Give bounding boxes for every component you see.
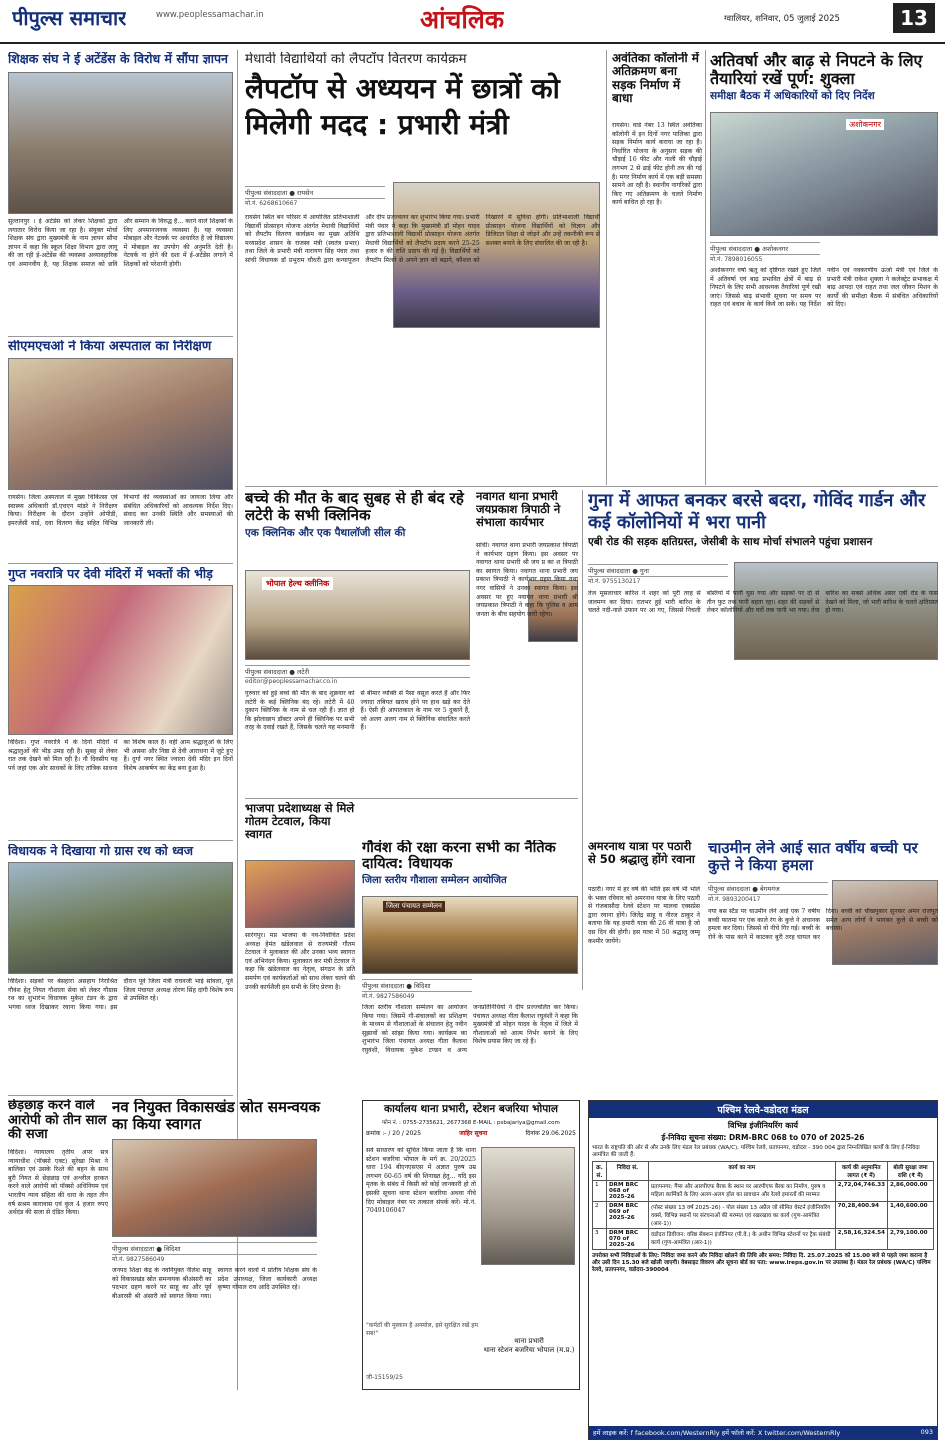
tender-dept: विभिन्न इंजीनियरिंग कार्य xyxy=(727,1121,799,1130)
article-clinic xyxy=(245,490,470,795)
gauvansh-photo xyxy=(362,896,578,974)
venue-sign: अशोकनगर xyxy=(846,119,884,130)
article-dog xyxy=(708,840,938,1092)
byline: पीपुल्स संवाददाता ● विदिशा xyxy=(112,1242,317,1255)
subhead: समीक्षा बैठक में अधिकारियों को दिए निर्देश xyxy=(710,89,875,102)
byline: पीपुल्स संवाददाता ● अशोकनगर xyxy=(710,242,820,255)
body: रायसेन स्थित बन परिसर में आयोजित प्रतिभाशाली विद्यार्थी प्रोत्साहन योजना अंतर्गत मेधावी विद्यार्थियों को लैपटॉप वितरण कार्यक्रम का मुख्य अतिथि मध्यप्रदेश शासन के राजस्व मंत्री (स्वतंत्र प्रभार) तथा जिले के प्रभारी मंत्री नारायण सिंह पंवार तथा सांची विधायक डॉ प्रभुराम चौधरी द्वारा कन्यापूजन और दीप प्रज्ज्वलन कर शुभारंभ किया गया। प्रभारी मंत्री पंवार ने कहा कि मुख्यमंत्री डॉ मोहन यादव द्वारा प्रतिभाशाली विद्यार्थी प्रोत्साहन योजना अंतर्गत मेधावी विद्यार्थियों को लैपटॉप प्रदाय करने 25-25 हजार रु की राशि प्रदाय की गई है। विद्यार्थियों को लैपटॉप मिलने से अपने ज्ञान को बढ़ाने, कौशल को निखारने में सुविधा होगी। प्रतिभाशाली विद्यार्थी प्रोत्साहन योजना विद्यार्थियों को विज्ञान और डिजिटल शिक्षा से जोड़ने और उन्हें तकनीकी रूप से सशक्त बनाने के लिए संचालित की जा रही है। xyxy=(245,214,600,264)
row-emd: 2,79,100.00 xyxy=(888,1229,934,1250)
byline: पीपुल्स संवाददाता ● रायसेन xyxy=(245,186,385,199)
body: जिला स्तरीय गौशाला सम्मेलन का आयोजन किया गया। जिसमें गौ-संचालकों का प्रशिक्षण के माध्यम से गौशालाओं के संचालन हेतु नवीन सुझावों को सांझा किया गया। कार्यक्रम का शुभारंभ जिला पंचायत अध्यक्ष गीता कैलाश रघुवंशी, विधायक मुकेश टण्डन व अन्य जनप्रतिनिधियों ने दीप प्रज्ज्वलित कर किया। पंचायत अध्यक्ष गीता कैलाश रघुवंशी ने कहा कि मुख्यमंत्री डॉ मोहन यादव के नेतृत्व में जिले में गौशालाओं को आत्म निर्भर बनाने के लिए विशेष प्रयास किए जा रहे हैं। xyxy=(362,1004,578,1054)
article-gauvansh xyxy=(362,840,578,1092)
deceased-photo xyxy=(481,1147,575,1265)
tender-code: 093 xyxy=(920,1428,933,1436)
body: विदिशा। सड़कों पर बेसहारा असहाय निराश्रित गौवंश हेतु नियत गौशाला सेवा को लेकर गौग्रास रथ का शुभारंभ विधायक मुकेश टंडन के द्वारा भगवा ध्वज दिखाकर रवाना किया गया। इस दौरान पूर्व जिला मंत्री राघवजी भाई सांवला, पूर्व जिला पंचायत अध्यक्ष तोरण सिंह दांगी विशेष रूप से उपस्थित रहे। xyxy=(8,978,233,1011)
article-bnvika xyxy=(112,1099,322,1389)
tender-header-row xyxy=(593,1162,934,1181)
ad-phone: फोन नं. : 0755-2735621, 2677368 E-MAIL : psbajariya@gmail.com xyxy=(382,1119,560,1126)
dateline: ग्वालियर, शनिवार, 05 जुलाई 2025 xyxy=(724,14,840,24)
kicker: मेधावी विद्यार्थियों को लैपटॉप वितरण कार्यक्रम xyxy=(245,52,467,67)
headline[interactable]: गौवंश की रक्षा करना सभी का नैतिक दायित्व: विधायक xyxy=(362,840,556,873)
article-amarnath xyxy=(588,840,700,1092)
article-laptop xyxy=(245,52,600,482)
article-encroach xyxy=(612,52,702,482)
ad-bhopal-station xyxy=(362,1100,580,1390)
body: नया बस स्टैंड पर चाउमीन लेने आई एक 7 वर्षीय बच्ची फातमा पर एक काले रंग के कुत्ते ने अचानक हमला कर दिया। जिससे वो नीचे गिर गई। बच्ची के रोने के पास काने में काटकर बुरी तरह घायल कर दिया। बच्ची को चीखपुकार सुनकर अमन राजपूत समेत अन्य लोगों ने भागकर कुत्ते से बच्ची को बचाया। xyxy=(708,908,938,941)
tender-railway: पश्चिम रेलवे-वडोदरा मंडल xyxy=(589,1101,937,1118)
headline[interactable]: भाजपा प्रदेशाध्यक्ष से मिले गोतम टेटवाल, किया स्वागत xyxy=(245,802,355,841)
col-emd: बोली सुरक्षा जमा राशि (₹ में) xyxy=(888,1162,934,1181)
clinic-photo xyxy=(245,570,470,660)
row-work: वडोदरा डिवीजन: वरिष्ठ सेक्शन इंजीनियर (पी.वे.) के अधीन विभिन्न स्टेशनों पर ट्रैक संबंधी कार्य (गुण-आमंत्रित (आर-1)) xyxy=(649,1229,836,1250)
ad-notice: जाहिर सूचना xyxy=(459,1129,488,1137)
article-gotam xyxy=(245,802,355,1092)
byline: पीपुल्स संवाददाता ● लटेरी xyxy=(245,665,470,678)
mobile: मो.नं. 9827586049 xyxy=(362,993,415,1000)
ad-code: जी-15159/25 xyxy=(366,1374,403,1381)
table-row xyxy=(593,1181,934,1202)
row-no: DRM BRC 070 of 2025-26 xyxy=(607,1229,649,1250)
row-sn: 1 xyxy=(593,1181,607,1202)
headline[interactable]: नवागत थाना प्रभारी जयप्रकाश त्रिपाठी ने संभाला कार्यभार xyxy=(476,490,561,529)
ad-signature xyxy=(483,1337,575,1355)
body: अशोकनगर वर्षा ऋतु को दृष्टिगत रखते हुए जिले में अतिवर्षा एवं बाढ़ प्रभावित क्षेत्रों में बाढ़ से निपटने के लिए सभी आवश्यक तैयारियां पूर्ण रखी जाएं। जिससे बाढ़ संभावी सूचना पर समय पर राहत एवं बचाव के कार्य किये जा सकें। यह निर्देश नवीन एवं नवकरणीय ऊर्जा मंत्री एवं जिले के प्रभारी मंत्री राकेश शुक्ला ने कलेक्ट्रेट सभाकक्ष में बाढ़ आपदा एवं राहत तथा जल जीवन मिशन के कार्यों की समीक्षा बैठक में संबंधित अधिकारियों को दिए। xyxy=(710,267,938,309)
mobile: मो.नं. 7898016055 xyxy=(710,256,763,263)
teachers-photo xyxy=(8,72,233,214)
article-flood xyxy=(710,52,938,482)
flood-meeting-photo xyxy=(710,112,938,236)
article-jaiprakash xyxy=(476,490,578,795)
stage-banner: जिला पंचायत सम्मेलन xyxy=(383,901,445,912)
body: विदिशा। न्यायालय तृतीय अपर सत्र न्यायाधीश (पॉक्सो एक्ट) सुरेखा मिश्रा ने बालिका एवं उसके रिश्ते की बहन के साथ बुरी नियत से छेड़छाड़ एवं अश्लील हरकत करने वाले आरोपी को पॉक्सो अधिनियम एवं भारतीय न्याय संहिता की धारा के तहत तीन वर्ष सश्रम कारावास एवं कुल 4 हजार रुपए अर्थदंड की सजा से दंडित किया। xyxy=(8,1149,108,1217)
row-emd: 2,86,000.00 xyxy=(888,1181,934,1202)
col-no: निविदा सं. xyxy=(607,1162,649,1181)
article-navratri xyxy=(8,567,233,837)
body: विदिशा। गुप्त नवरात्रि में के दिनों मंदिरों में श्रद्धालुओं की भीड़ उमड़ रही है। सुबह से लेकर रात तक देखने को मिल रही है। नौ दिवसीय यह पर्व जहां एक ओर साधकों के लिए तांत्रिक साधना का विशेष काल है। वहीं आम श्रद्धालुओं के लिए भी आस्था और निष्ठा से देवी आराधना में जुटे हुए हैं। दुर्गा नगर स्थित ज्वाला देवी मंदिर इन दिनों विशेष आकर्षण का केंद्र बना हुआ है। xyxy=(8,739,233,772)
col-cost: कार्य की अनुमानित लागत (₹ में) xyxy=(835,1162,887,1181)
article-gograss xyxy=(8,844,233,1092)
headline[interactable]: अवंतिका कॉलोनी में अतिक्रमण बना सड़क निर्माण में बाधा xyxy=(612,52,699,106)
article-molester xyxy=(8,1099,108,1389)
mobile: मो.नं. 9827586049 xyxy=(112,1256,165,1263)
row-sn: 3 xyxy=(593,1229,607,1250)
headline[interactable]: अमरनाथ यात्रा पर पठारी से 50 श्रद्धालु होंगे रवाना xyxy=(588,840,695,866)
section-title: आंचलिक xyxy=(420,5,505,34)
hospital-photo xyxy=(8,358,233,490)
body: सांची। नवागत थाना प्रभारी जयप्रकाश त्रिपाठी ने कार्यभार ग्रहण किया। इस अवसर पर नवागत थाना प्रभारी श्री जय प्र का श त्रिपाठी का स्वागत किया। नवागत थाना प्रभारी जय प्रकाश त्रिपाठी ने कार्यभार ग्रहण किया तथा नगर वासियों ने उनका स्वागत किया। इस अवसर पर हुए नवागत थाना प्रभारी श्री जयप्रकाश त्रिपाठी ने कहा कि पुलिस व आम जनता के बीच सहयोग जारी रहेगा। xyxy=(476,542,578,618)
tender-table xyxy=(592,1161,934,1250)
email[interactable]: editor@peoplessamachar.co.in xyxy=(245,678,338,685)
headline[interactable]: गुप्त नवरात्रि पर देवी मंदिरों में भक्तों की भीड़ xyxy=(8,567,213,581)
row-cost: 70,28,400.94 xyxy=(835,1202,887,1229)
col-sn: क्र. सं. xyxy=(593,1162,607,1181)
mobile: मो.नं. 9755130217 xyxy=(588,578,641,585)
headline[interactable]: लैपटॉप से अध्ययन में छात्रों को मिलेगी मदद : प्रभारी मंत्री xyxy=(245,72,560,141)
row-no: DRM BRC 068 of 2025-26 xyxy=(607,1181,649,1202)
col-work: कार्य का नाम xyxy=(649,1162,836,1181)
headline[interactable]: शिक्षक संघ ने ई अटेंडेंस के विरोध में सौंपा ज्ञापन xyxy=(8,52,228,66)
gotam-photo xyxy=(245,860,355,928)
tender-footer: उपरोक्त सभी निविदाओं के लिए: निविदा जमा करने और निविदा खोलने की तिथि और समय: निविदा दि. 25.07.2025 को 15.00 बजे से पहले जमा कराना है और उसी दिन 15.30 बजे खोली जाएगी। वेबसाइट विवरण और सूचना बोर्ड का पता: www.ireps.gov.in पर उपलब्ध है। मंडल रेल प्रबंधक (WA/C) पश्चिम रेलवे, प्रतापनगर, वडोदरा-390004 xyxy=(592,1253,931,1273)
website-link[interactable]: www.peoplessamachar.in xyxy=(156,10,264,20)
table-row xyxy=(593,1202,934,1229)
row-no: DRM BRC 069 of 2025-26 xyxy=(607,1202,649,1229)
temple-photo xyxy=(8,585,233,735)
headline[interactable]: बच्चे की मौत के बाद सुबह से ही बंद रहे लटेरी के सभी क्लिनिक xyxy=(245,490,464,524)
ad-body: सर्व साधारण को सूचित किया जाता है कि थाना स्टेशन बजरिया भोपाल के मर्ग क्र. 20/2025 धारा 194 बीएनएसएस में अज्ञात पुरुष उम्र लगभग 60-65 वर्ष की शिनाख्त हेतु... यदि इस मृतक के संबंध में किसी को कोई जानकारी हो तो इसकी सूचना थाना स्टेशन बजरिया अथवा नीचे दिए मोबाइल नंबर पर तत्काल संपर्क करें। मो.नं. 7049106047 xyxy=(366,1147,476,1215)
row-emd: 1,40,600.00 xyxy=(888,1202,934,1229)
byline: पीपुल्स संवाददाता ● बेगमगंज xyxy=(708,882,828,895)
byline: पीपुल्स संवाददाता ● गुना xyxy=(588,564,728,577)
bnvika-photo xyxy=(112,1139,317,1237)
row-work: प्रतापनगर: गैंग्स और आरपीएफ बैरक के स्थान पर आरपीएफ बैरक का निर्माण, पुरुष व महिला कार्मिकों के लिए अलग-अलग हॉल का प्रावधान और रेलवे इमारतों की मरम्मत xyxy=(649,1181,836,1202)
ad-date: दिनांक 29.06.2025 xyxy=(525,1129,576,1137)
ad-ref: क्रमांक :- / 20 / 2025 xyxy=(366,1129,422,1137)
page-number: 13 xyxy=(893,3,935,33)
byline: पीपुल्स संवाददाता ● विदिशा xyxy=(362,979,472,992)
body: पठारी। नगर में हर वर्ष की भांति इस वर्ष भी भोले के भक्त रविवार को अमरनाथ यात्रा के लिए पठारी से गंजबासौदा रेलवे स्टेशन पर मालवा एक्सप्रेस द्वारा रवाना होंगे। जितेंद्र साहू व नीरज ठाकुर ने बताया कि यह हमारी यात्रा की 26 वीं यात्रा है जो दस दिन की होगी। इस यात्रा में 50 श्रद्धालु जम्मू कश्मीर जायेंगे। xyxy=(588,886,700,945)
signature-title: थाना प्रभारी xyxy=(514,1337,544,1345)
body: तेज मूसलाधार बारिश ने शहर को पूरी तरह से जलमग्न कर दिया। रातभर हुई भारी बारिश के चलते नदी-नाले उफान पर आ गए, जिससे निचली बस्तियों में पानी घुस गया और सड़कों पर दो से तीन फुट तक पानी बहता रहा। शहर की सड़कों से लेकर कॉलोनियों और घरों तक पानी भर गया। तेज बारिश का सबसे अधिक असर एबी रोड के पास देखने को मिला, जो भारी बारिश के चलते क्षतिग्रस्त हो गया। xyxy=(588,590,938,615)
tender-social[interactable]: हमें लाइक करें: f facebook.com/WesternRly हमें फॉलो करें: X twitter.com/WesternRly xyxy=(593,1429,841,1437)
row-cost: 2,58,16,324.54 xyxy=(835,1229,887,1250)
headline[interactable]: अतिवर्षा और बाढ़ से निपटने के लिए तैयारियां रखें पूर्ण: शुक्ला xyxy=(710,52,923,88)
body: सारंगपुर। मप्र भाजपा के नव-निर्वाचित प्रदेश अध्यक्ष हेमंत खंडेलवाल से राज्यमंत्री गौतम टेटवाल ने मुलाकात की और उनका भव्य स्वागत एवं अभिनंदन किया। मुलाकात कर मंत्री टेटवाल ने कहा कि खंडेलवाल का नेतृत्व, संगठन के प्रति समर्पण एवं कार्यकर्ताओं को साथ लेकर चलने की उनकी कार्यशैली हम सभी के लिए प्रेरणा है। xyxy=(245,932,355,991)
body: रायसेन। वार्ड नंबर 13 स्थित अवंतिका कॉलोनी में इन दिनों नगर पालिका द्वारा सड़क निर्माण कार्य कराया जा रहा है। निर्धारित योजना के अनुसार सड़क की चौड़ाई 16 फीट और नाली की चौड़ाई लगभग 2 से ढाई फीट होनी तय की गई है। मगर निर्माण कार्य में एक बड़ी समस्या सामने आ रही है। स्थानीय नागरिकों द्वारा किए गए अतिक्रमण के चलते निर्माण कार्य बाधित हो रहा है। xyxy=(612,122,702,207)
signature-place: थाना स्टेशन बजरिया भोपाल (म.प्र.) xyxy=(483,1346,575,1354)
body: रायसेन। जिला अस्पताल में मुख्य चिकित्सा एवं स्वास्थ्य अधिकारी डॉ.एचएन मांडरे ने निरीक्षण किया। निरीक्षण के दौरान उन्होंने ओपीडी, इमरजेंसी वार्ड, दवा वितरण केंद्र सहित विभिन्न विभागों की व्यवस्थाओं का जायजा लिया और संबंधित अधिकारियों को आवश्यक निर्देश दिए। संवाद कर उनकी स्थिति और समस्याओं की जानकारी ली। xyxy=(8,494,233,527)
clinic-sign: भोपाल हेल्थ क्लीनिक xyxy=(262,577,333,590)
headline[interactable]: छेड़छाड़ करने वाले आरोपी को तीन साल की सजा xyxy=(8,1099,107,1143)
body: सुल्तानपुर । ई अटेंडेंस को लेकर शिक्षकों द्वारा लगातार विरोध किया जा रहा है। संयुक्त मोर्चा शिक्षक संघ द्वारा मुख्यमंत्री के नाम ज्ञापन सौंपा ज्ञापन में कहा कि स्कूल शिक्षा विभाग द्वारा लागू की जा रही ई-अटेंडेंस की व्यवस्था अव्यावहारिक एवं अमानवीय है, यह शिक्षक समाज को छवि और सम्मान के विरुद्ध है... करने वाले शिक्षकों के लिए अपमानजनक व्यवस्था है। यह व्यवस्था मोबाइल और नेटवर्क पर आधारित है जो विद्यालय में मोबाइल का उपयोग की अनुमति देती है। नेटवर्क ना होने की दशा में ई-अटेंडेंस लगाने में शिक्षकों को परेशानी होगी। xyxy=(8,218,233,268)
body: जनपद शिक्षा केंद्र के नवनियुक्त नीलेश साहू को विकासखंड स्रोत समन्वयक श्रीअंसारी का पदभार ग्रहण करने पर साहू का और पूर्व बीआरसी श्री अंसारी को स्वागत किया गया। स्वागत करने वालों में प्रांतीय शिक्षक संघ के प्रदेश उपाध्यक्ष, जिला कार्यकारी अध्यक्ष कृष्णा गोपाल राय आदि उपस्थित रहे। xyxy=(112,1267,317,1300)
article-cmho xyxy=(8,340,233,560)
brand-logo[interactable]: पीपुल्स समाचार xyxy=(12,6,127,30)
headline[interactable]: नव नियुक्त विकासखंड स्रोत समन्वयक का किया स्वागत xyxy=(112,1099,320,1133)
headline[interactable]: विधायक ने दिखाया गो ग्रास रथ को ध्वज xyxy=(8,844,194,858)
headline[interactable]: चाउमीन लेने आई सात वर्षीय बच्ची पर कुत्ते ने किया हमला xyxy=(708,840,918,874)
row-work: (पोस्ट संख्या 13 वर्ष 2025-26) - पोल संख्या 13 अप्रैल जो सीमित वेस्टर्न इंजीनियरिंग वर्क्स, विभिन्न स्थानों पर संरचनाओं की मरम्मत एवं रखरखाव का कार्य (गुण-आमंत्रित (आर-1)) xyxy=(649,1202,836,1229)
article-guna xyxy=(588,490,938,835)
headline[interactable]: गुना में आफत बनकर बरसे बदरा, गोविंद गार्डन और कई कॉलोनियों में भरा पानी xyxy=(588,490,926,533)
masthead xyxy=(0,0,945,44)
row-sn: 2 xyxy=(593,1202,607,1229)
article-teachers xyxy=(8,52,233,334)
mobile: मो.नं. 6268610667 xyxy=(245,200,298,207)
ad-title: कार्यालय थाना प्रभारी, स्टेशन बजरिया भोपाल xyxy=(384,1103,558,1115)
mobile: मो.नं. 9893200417 xyxy=(708,896,761,903)
headline[interactable]: सीएमएचओ ने किया अस्पताल का निरीक्षण xyxy=(8,340,212,354)
tender-title: ई-निविदा सूचना संख्या: DRM-BRC 068 to 070 of 2025-26 xyxy=(661,1133,865,1142)
ad-tender xyxy=(588,1100,938,1440)
ad-caption: "कर्मठों की मुस्कान है अनमोल, इसे सुरक्षित रखें हम सब!" xyxy=(366,1322,478,1337)
body: गुरुवार को हुई बच्चे की मौत के बाद शुक्रवार को लटेरी के कई क्लिनिक बंद रहे। लटेरी में 40 दुकान क्लिनिक के नाम से चल रही हैं। ज्ञात हो कि झोलाछाप डॉक्टर अपने ही क्लिनिक पर सभी तरह के दवाई रखते हैं, जिसके चलते यह मनमानी से बीमार व्यक्ति से पैसा वसूल करते हैं और फिर ज्यादा तबियत खराब होने पर हाथ खड़े कर देते हैं। ऐसी ही आपातकाल के नाम पर 5 दुकानें हैं, जो अलग अलग नाम से क्लिनिक संचालित करते हैं। xyxy=(245,690,470,732)
subhead: एबी रोड की सड़क क्षतिग्रस्त, जेसीबी के साथ मोर्चा संभालने पहुंचा प्रशासन xyxy=(588,536,873,549)
gograss-photo xyxy=(8,862,233,974)
row-cost: 2,72,04,746.33 xyxy=(835,1181,887,1202)
tender-intro: भारत के राष्ट्रपति की ओर से और उनके लिए मंडल रेल प्रबंधक (WA/C), पश्चिम रेलवे, प्रतापनगर, वडोदरा - 390 004 द्वारा निम्नलिखित कार्यों के लिए ई-निविदा आमंत्रित की जाती हैं: xyxy=(592,1145,920,1158)
subhead: एक क्लिनिक और एक पैथालॉजी सील की xyxy=(245,526,406,539)
table-row xyxy=(593,1229,934,1250)
subhead: जिला स्तरीय गौशाला सम्मेलन आयोजित xyxy=(362,875,507,887)
